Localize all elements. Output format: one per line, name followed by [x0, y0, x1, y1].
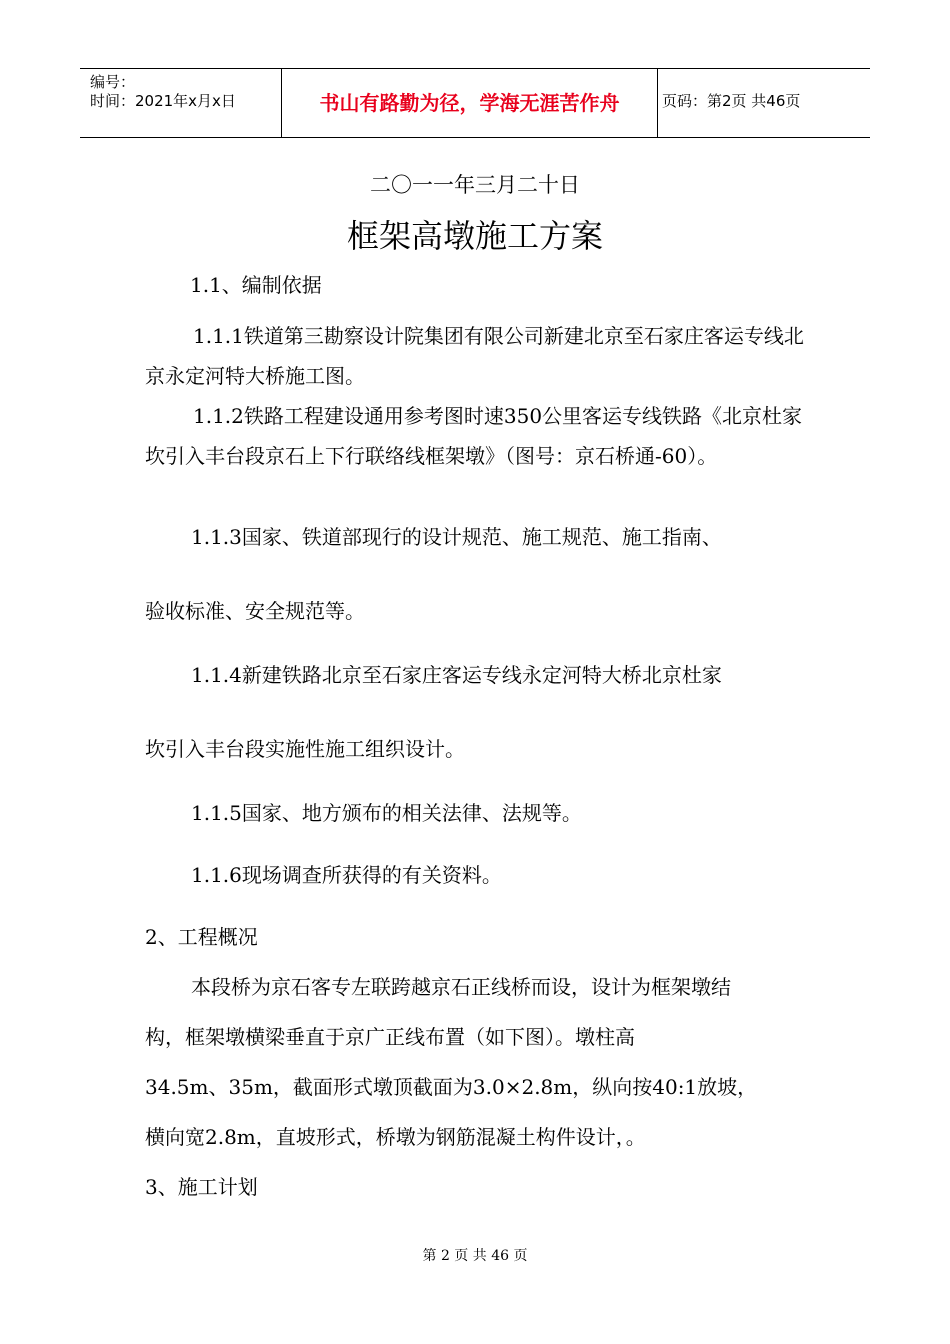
document-title: 框架高墩施工方案: [346, 217, 603, 255]
paragraph-1-1-4-line1: 1.1.4新建铁路北京至石家庄客运专线永定河特大桥北京杜家: [191, 663, 722, 687]
paragraph-1-1-5: 1.1.5国家、地方颁布的相关法律、法规等。: [191, 801, 582, 825]
header-motto-cell: [282, 69, 658, 137]
overview-line-2: 构，框架墩横梁垂直于京广正线布置（如下图）。墩柱高: [145, 1025, 635, 1049]
heading-1-1: 1.1、编制依据: [190, 273, 322, 297]
paragraph-1-1-2: 1.1.2铁路工程建设通用参考图时速350公里客运专线铁路《北京杜家坎引入丰台段京石上下行联络线框架墩》（图号：京石桥通-60）。: [145, 404, 803, 468]
header-motto: 书山有路勤为径，学海无涯苦作舟: [319, 90, 620, 115]
header-meta-cell: [80, 69, 282, 137]
heading-2: 2、工程概况: [145, 925, 258, 949]
paragraph-1-1-1: 1.1.1铁道第三勘察设计院集团有限公司新建北京至石家庄客运专线北京永定河特大桥施工图。: [145, 324, 804, 388]
heading-3: 3、施工计划: [145, 1175, 258, 1199]
paragraph-1-1-6: 1.1.6现场调查所获得的有关资料。: [191, 863, 502, 887]
header-page-cell: [658, 69, 870, 137]
document-number-label: 编号：: [90, 73, 136, 91]
page-footer: 第 2 页 共 46 页: [422, 1248, 528, 1264]
overview-line-4: 横向宽2.8m，直坡形式，桥墩为钢筋混凝土构件设计，。: [145, 1125, 646, 1149]
header-table: [80, 68, 870, 138]
document-date: 二〇一一年三月二十日: [370, 173, 580, 197]
overview-line-1: 本段桥为京石客专左联跨越京石正线桥而设，设计为框架墩结: [191, 975, 731, 999]
paragraph-1-1-3-line1: 1.1.3国家、铁道部现行的设计规范、施工规范、施工指南、: [191, 525, 722, 549]
document-time-label: 时间：2021年x月x日: [90, 92, 236, 110]
paragraph-1-1-4-line2: 坎引入丰台段实施性施工组织设计。: [145, 737, 465, 761]
overview-line-3: 34.5m、35m，截面形式墩顶截面为3.0×2.8m，纵向按40:1放坡，: [145, 1075, 758, 1099]
paragraph-1-1-3-line2: 验收标准、安全规范等。: [145, 599, 365, 623]
header-page-info: 页码：第2页 共46页: [662, 91, 801, 110]
